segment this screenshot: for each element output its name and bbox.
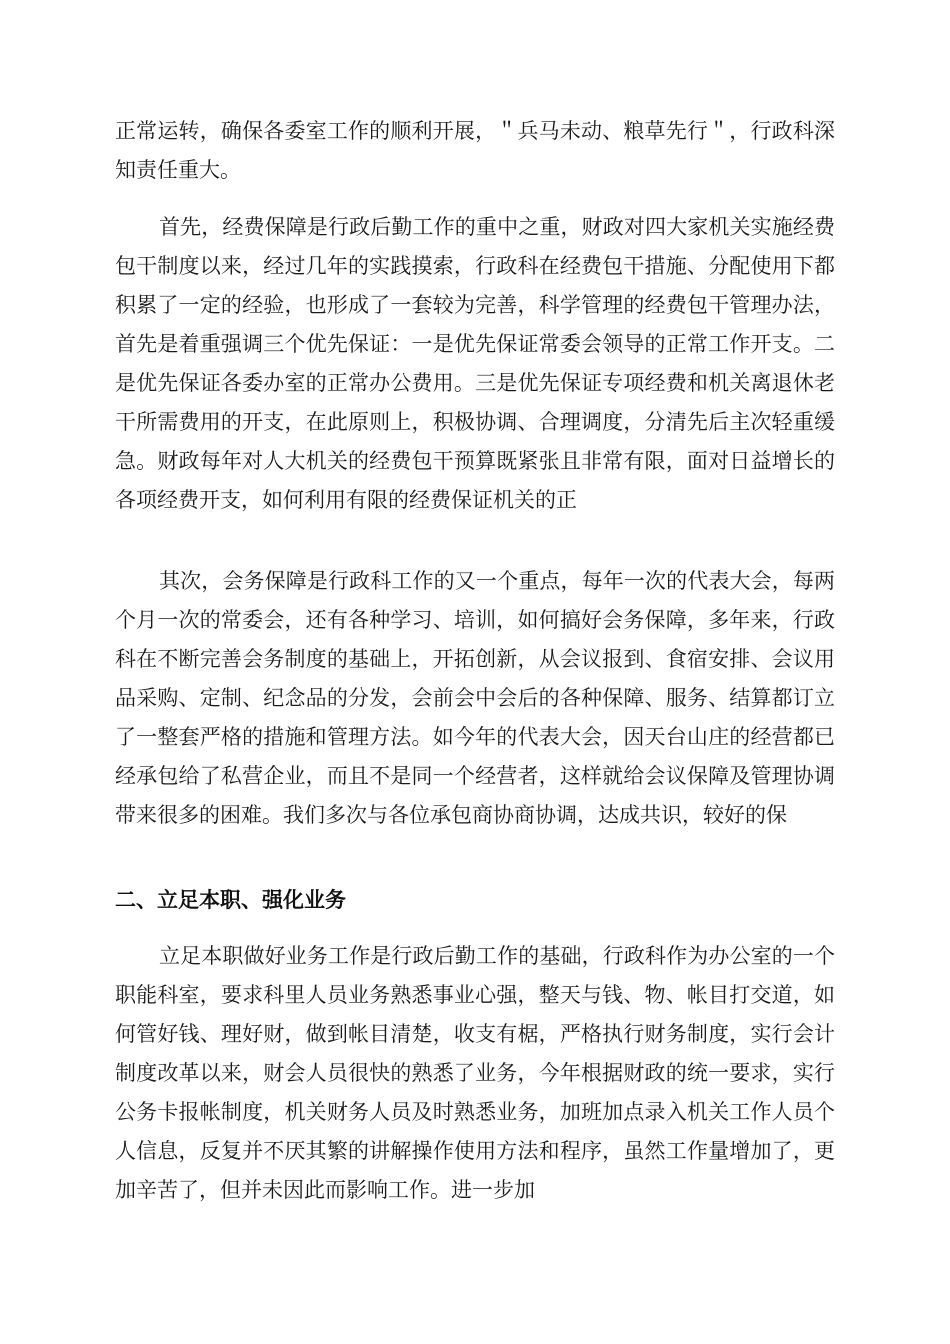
paragraph-1: 正常运转，确保各委室工作的顺利开展，＂兵马未动、粮草先行＂，行政科深知责任重大。 (115, 119, 835, 182)
paragraph-4: 立足本职做好业务工作是行政后勤工作的基础，行政科作为办公室的一个职能科室，要求科里人员业务熟悉事业心强，整天与钱、物、帐目打交道，如何管好钱、理好财，做到帐目清楚，收支有椐，严格执行财务制度，实行会计制度改革以来，财会人员很快的熟悉了业务，今年根据财政的统一要求，实行公务卡报帐制度，机关财务人员及时熟悉业务，加班加点录入机关工作人员个人信息，反复并不厌其繁的讲解操作使用方法和程序，虽然工作量增加了，更加辛苦了，但并未因此而影响工作。进一步加 (115, 944, 835, 1202)
section-heading: 二、立足本职、强化业务 (115, 888, 346, 912)
paragraph-2: 首先，经费保障是行政后勤工作的重中之重，财政对四大家机关实施经费包干制度以来，经过几年的实践摸索，行政科在经费包干措施、分配使用下都积累了一定的经验，也形成了一套较为完善，科学管理的经费包干管理办法，首先是着重强调三个优先保证：一是优先保证常委会领导的正常工作开支。二是优先保证各委办室的正常办公费用。三是优先保证专项经费和机关离退休老干所需费用的开支，在此原则上，积极协调、合理调度，分清先后主次轻重缓急。财政每年对人大机关的经费包干预算既紧张且非常有限，面对日益增长的各项经费开支，如何利用有限的经费保证机关的正 (115, 215, 835, 512)
paragraph-3: 其次，会务保障是行政科工作的又一个重点，每年一次的代表大会，每两个月一次的常委会，还有各种学习、培训，如何搞好会务保障，多年来，行政科在不断完善会务制度的基础上，开拓创新，从会议报到、食宿安排、会议用品采购、定制、纪念品的分发，会前会中会后的各种保障、服务、结算都订立了一整套严格的措施和管理方法。如今年的代表大会，因天台山庄的经营都已经承包给了私营企业，而且不是同一个经营者，这样就给会议保障及管理协调带来很多的困难。我们多次与各位承包商协商协调，达成共识，较好的保 (115, 569, 835, 827)
